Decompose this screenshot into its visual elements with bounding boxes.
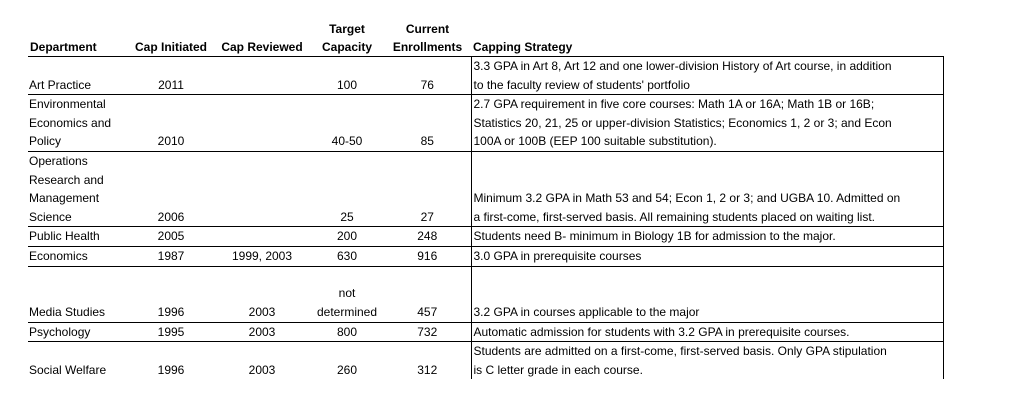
- target-capacity-cell-line: 40-50: [331, 134, 363, 149]
- capping-strategy-cell-line: 2.7 GPA requirement in five core courses: Math 1A or 16A; Math 1B or 16B;: [473, 97, 875, 112]
- current-enrollments-cell: 85: [384, 95, 471, 152]
- header-cap-initiated: Cap Initiated: [128, 20, 214, 57]
- header-current-enrollments-line1: Current: [405, 22, 450, 36]
- target-capacity-cell: [310, 57, 384, 95]
- header-capping-strategy: Capping Strategy: [471, 20, 943, 57]
- header-target-capacity-line2: Capacity: [321, 40, 373, 54]
- cap-reviewed-cell: 2003: [248, 362, 276, 377]
- table-row: [28, 266, 943, 322]
- department-cell-line: Operations: [29, 153, 88, 168]
- department-cell: [28, 227, 128, 247]
- header-row: [28, 20, 943, 57]
- table-row: [28, 95, 943, 152]
- target-capacity-cell-line: not: [338, 286, 356, 301]
- department-cell-line: Art Practice: [29, 77, 92, 92]
- cap-initiated-cell: 2011: [128, 57, 214, 95]
- target-capacity-cell-line: 100: [336, 77, 358, 92]
- cap-reviewed-cell: [214, 95, 310, 152]
- table-row: [28, 151, 943, 226]
- current-enrollments-cell: 312: [417, 362, 438, 377]
- cap-reviewed-cell: [214, 151, 310, 226]
- table-row: [28, 246, 943, 266]
- capping-strategy-cell-line: 3.2 GPA in courses applicable to the major: [473, 304, 700, 319]
- header-cap-reviewed: Cap Reviewed: [214, 20, 310, 57]
- cap-initiated-cell: 2010: [128, 95, 214, 152]
- capping-strategy-cell-line: 3.0 GPA in prerequisite courses: [473, 248, 642, 263]
- capping-strategy-cell-line: Statistics 20, 21, 25 or upper-division Statistics; Economics 1, 2 or 3; and Econ: [473, 115, 892, 130]
- capping-strategy-cell-line: a first-come, first-served basis. All remaining students placed on waiting list.: [473, 209, 876, 224]
- current-enrollments-cell: 248: [384, 227, 471, 247]
- header-current-enrollments-line2: Enrollments: [392, 40, 463, 54]
- capping-strategy-cell: [471, 266, 943, 322]
- cap-reviewed-cell: 1999, 2003: [214, 246, 310, 266]
- department-cell-line: Management: [29, 191, 100, 206]
- capping-strategy-cell-line: 100A or 100B (EEP 100 suitable substitution).: [473, 134, 717, 149]
- cap-initiated-cell: 2005: [128, 227, 214, 247]
- table-row: [28, 342, 943, 380]
- current-enrollments-cell: 916: [384, 246, 471, 266]
- cap-reviewed-cell: 2003: [214, 322, 310, 342]
- target-capacity-cell-line: 630: [336, 248, 358, 263]
- cap-initiated-cell: 1987: [128, 246, 214, 266]
- department-cell-line: Science: [29, 209, 72, 224]
- target-capacity-cell: [310, 151, 384, 226]
- target-capacity-cell: [310, 227, 384, 247]
- cap-reviewed-cell: [214, 57, 310, 95]
- cap-initiated-cell: 1996: [157, 362, 185, 377]
- cap-initiated-cell: 1995: [128, 322, 214, 342]
- department-cell-line: Public Health: [29, 229, 100, 244]
- department-cell-line: Policy: [29, 134, 62, 149]
- capping-strategy-cell-line: Automatic admission for students with 3.2 GPA in prerequisite courses.: [473, 324, 850, 339]
- table-body: [28, 57, 943, 380]
- department-cell: [28, 322, 128, 342]
- capping-strategy-cell-line: Students need B- minimum in Biology 1B for admission to the major.: [473, 229, 836, 244]
- capping-strategy-cell: [471, 342, 943, 380]
- department-cell: [28, 246, 128, 266]
- current-enrollments-cell: 457: [384, 266, 471, 322]
- cap-initiated-cell: 2006: [128, 151, 214, 226]
- capping-strategy-cell: [471, 322, 943, 342]
- department-cell-line: Psychology: [29, 324, 91, 339]
- table-row: [28, 322, 943, 342]
- department-cell-line: Economics: [29, 248, 88, 263]
- target-capacity-cell-line: 25: [340, 209, 354, 224]
- target-capacity-cell-line: determined: [316, 304, 378, 319]
- capping-table: [28, 20, 944, 379]
- capping-strategy-cell-line: Minimum 3.2 GPA in Math 53 and 54; Econ 1, 2 or 3; and UGBA 10. Admitted on: [473, 191, 901, 206]
- cap-initiated-cell: 1996: [128, 266, 214, 322]
- current-enrollments-cell: 27: [384, 151, 471, 226]
- capping-strategy-cell: [471, 151, 943, 226]
- department-cell: [28, 266, 128, 322]
- capping-strategy-cell: [471, 246, 943, 266]
- department-cell-line: Social Welfare: [29, 362, 107, 377]
- cap-reviewed-cell: [214, 227, 310, 247]
- department-cell-line: Environmental: [29, 97, 106, 112]
- current-enrollments-cell: 732: [384, 322, 471, 342]
- target-capacity-cell: [310, 322, 384, 342]
- header-department: Department: [28, 20, 128, 57]
- capping-strategy-cell-line: to the faculty review of students' portfolio: [473, 77, 690, 92]
- table-row: [28, 57, 943, 95]
- target-capacity-cell: [310, 95, 384, 152]
- header-current-enrollments: [384, 20, 471, 57]
- department-cell: [28, 95, 128, 152]
- capping-strategy-cell-line: Students are admitted on a first-come, first-served basis. Only GPA stipulation: [473, 344, 887, 359]
- target-capacity-cell-line: 260: [336, 362, 358, 377]
- department-cell: [28, 151, 128, 226]
- department-cell-line: Economics and: [29, 115, 112, 130]
- capping-strategy-cell-line: 3.3 GPA in Art 8, Art 12 and one lower-division History of Art course, in addition: [473, 59, 892, 73]
- current-enrollments-cell: 76: [384, 57, 471, 95]
- target-capacity-cell-line: 200: [336, 229, 358, 244]
- department-cell-line: Media Studies: [29, 304, 106, 319]
- cap-reviewed-cell: 2003: [214, 266, 310, 322]
- capping-strategy-cell: [471, 95, 943, 152]
- header-target-capacity-line1: Target: [329, 22, 365, 36]
- capping-strategy-cell: [471, 227, 943, 247]
- target-capacity-cell: [310, 246, 384, 266]
- target-capacity-cell: [310, 342, 384, 380]
- header-target-capacity: [310, 20, 384, 57]
- capping-strategy-cell: [471, 57, 943, 95]
- target-capacity-cell: [310, 266, 384, 322]
- department-cell: [28, 342, 128, 380]
- department-cell: [28, 57, 128, 95]
- capping-strategy-cell-line: is C letter grade in each course.: [473, 362, 643, 377]
- target-capacity-cell-line: 800: [336, 324, 358, 339]
- department-cell-line: Research and: [29, 172, 104, 187]
- table-row: [28, 227, 943, 247]
